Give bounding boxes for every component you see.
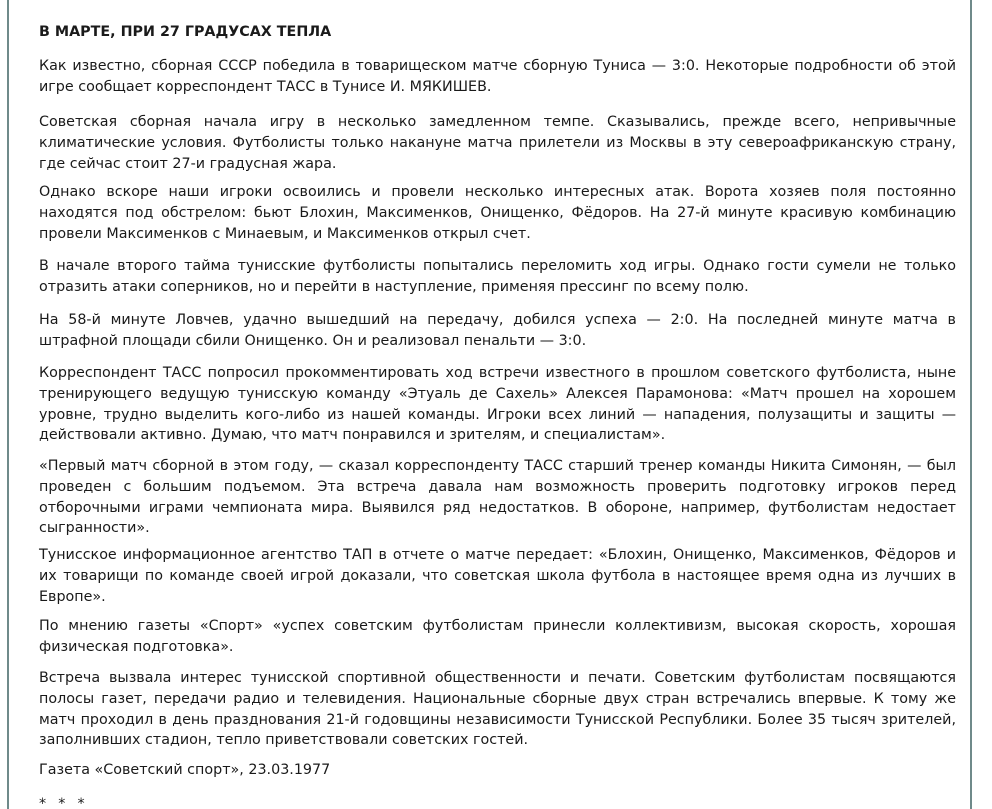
paragraph-second-half: В начале второго тайма тунисские футболисты попытались переломить ход игры. Однако гости сумели не только отразить атаки соперников, но и перейти в наступление, применяя прессинг по всему полю. bbox=[39, 258, 956, 295]
paragraph-paramonov-quote: Корреспондент ТАСС попросил прокомментировать ход встречи известного в прошлом советского футболиста, ныне тренирующего ведущую тунисскую команду «Этуаль де Сахель» Алексея Парамонова: «Матч прошел на хорошем уровне, трудно выделить кого-либо из нашей команды. Игроки всех линий — нападения, полузащиты и защиты — действовали активно. Думаю, что матч понравился и зрителям, и специалистам». bbox=[39, 365, 956, 444]
paragraph-intro: Как известно, сборная СССР победила в товарищеском матче сборную Туниса — 3:0. Некоторые подробности об этой игре сообщает корреспондент ТАСС в Тунисе И. МЯКИШЕВ. bbox=[39, 58, 956, 95]
section-separator: * * * bbox=[39, 796, 86, 809]
article-title: В МАРТЕ, ПРИ 27 ГРАДУСАХ ТЕПЛА bbox=[39, 24, 332, 40]
paragraph-tap-report: Тунисское информационное агентство ТАП в отчете о матче передает: «Блохин, Онищенко, Максименков, Фёдоров и их товарищи по команде своей игрой доказали, что советская школа футбола в настоящее время одна из лучших в Европе». bbox=[39, 547, 956, 605]
left-frame-border bbox=[7, 0, 9, 809]
paragraph-slow-start: Советская сборная начала игру в несколько замедленном темпе. Сказывались, прежде всего, непривычные климатические условия. Футболисты только накануне матча прилетели из Москвы в эту североафриканскую страну, где сейчас стоит 27-и градусная жара. bbox=[39, 114, 956, 172]
paragraph-first-goal: Однако вскоре наши игроки освоились и провели несколько интересных атак. Ворота хозяев поля постоянно находятся под обстрелом: бьют Блохин, Максименков, Онищенко, Фёдоров. На 27-й минуте красивую комбинацию провели Максименков с Минаевым, и Максименков открыл счет. bbox=[39, 184, 956, 242]
right-frame-border bbox=[970, 0, 972, 809]
paragraph-goals: На 58-й минуте Ловчев, удачно вышедший на передачу, добился успеха — 2:0. На последней минуте матча в штрафной площади сбили Онищенко. Он и реализовал пенальти — 3:0. bbox=[39, 312, 956, 349]
paragraph-public-interest: Встреча вызвала интерес тунисской спортивной общественности и печати. Советским футболистам посвящаются полосы газет, передачи радио и телевидения. Национальные сборные двух стран встречались впервые. К тому же матч проходил в день празднования 21-й годовщины независимости Тунисской Республики. Более 35 тысяч зрителей, заполнивших стадион, тепло приветствовали советских гостей. bbox=[39, 670, 956, 749]
article-source: Газета «Советский спорт», 23.03.1977 bbox=[39, 762, 331, 778]
paragraph-sport-newspaper: По мнению газеты «Спорт» «успех советским футболистам принесли коллективизм, высокая скорость, хорошая физическая подготовка». bbox=[39, 618, 956, 655]
paragraph-simonyan-quote: «Первый матч сборной в этом году, — сказал корреспонденту ТАСС старший тренер команды Никита Симонян, — был проведен с большим подъемом. Эта встреча давала нам возможность проверить подготовку игроков перед отборочными играми чемпионата мира. Выявился ряд недостатков. В обороне, например, футболистам недостает сыгранности». bbox=[39, 458, 956, 537]
